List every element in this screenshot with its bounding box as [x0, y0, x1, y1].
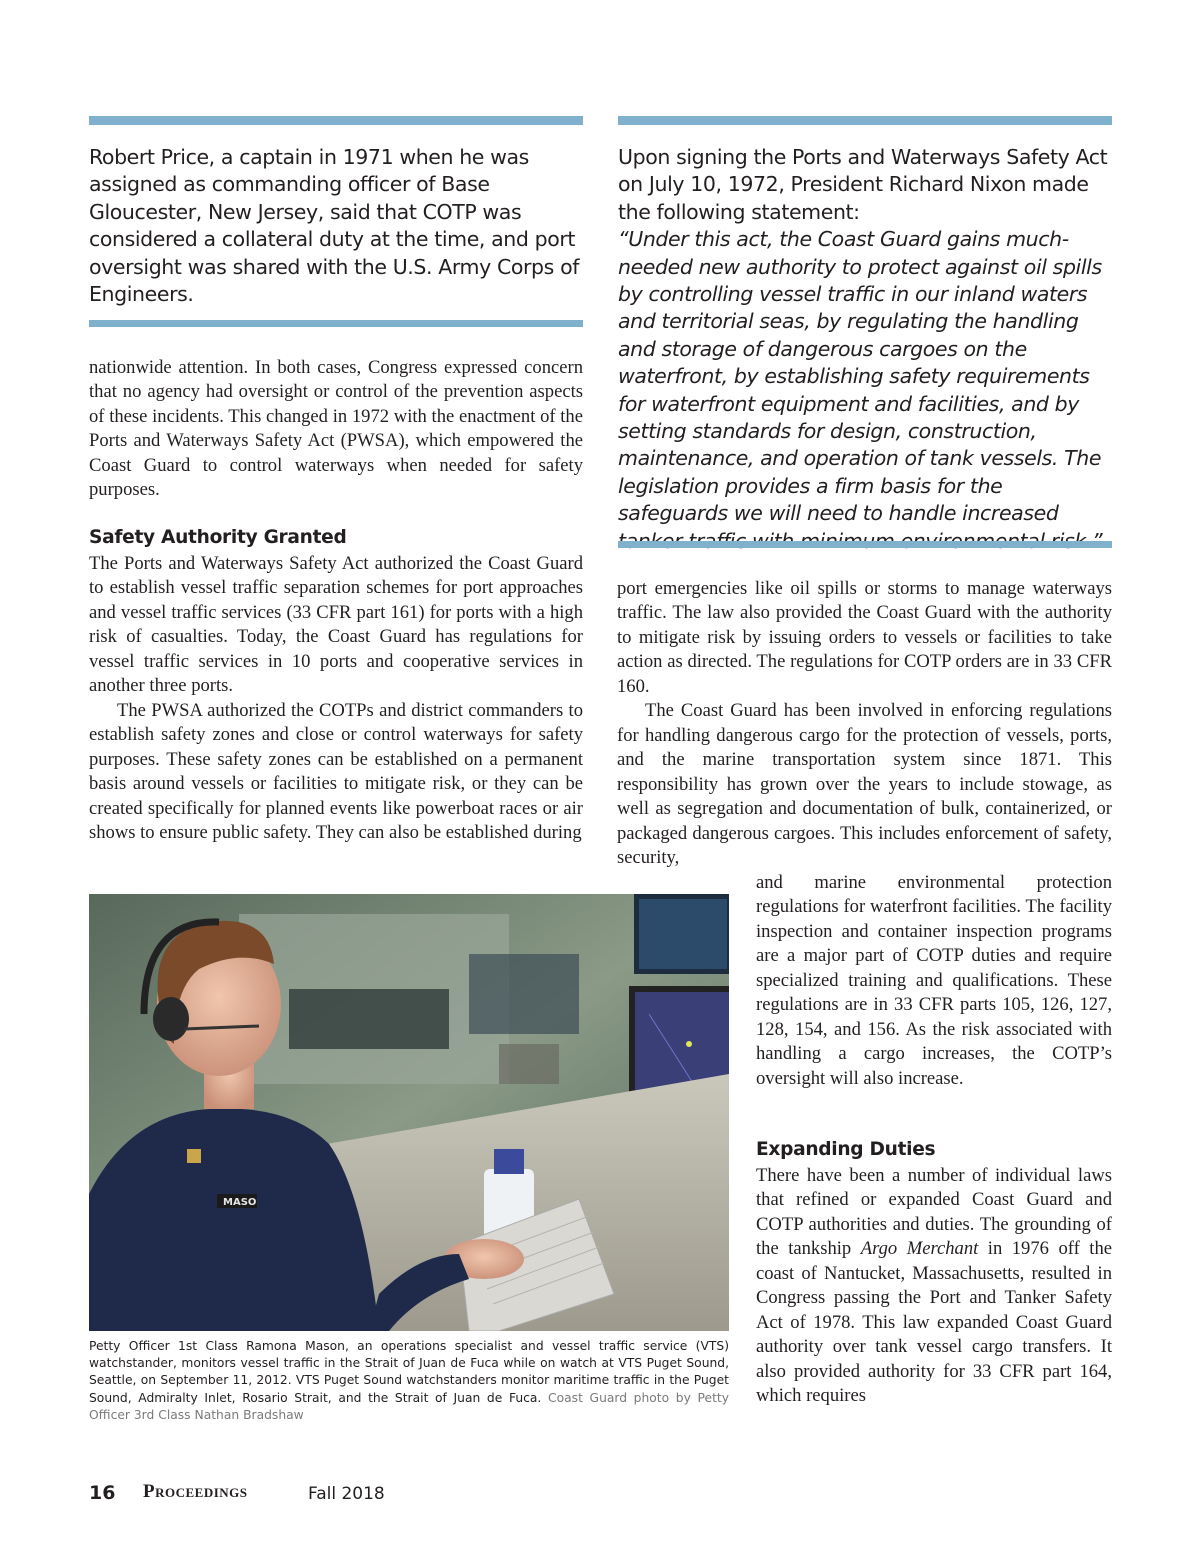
- ship-name: Argo Merchant: [860, 1238, 979, 1260]
- left-safety-section: [89, 552, 583, 845]
- pullquote-left: [89, 144, 583, 308]
- left-intro-paragraph: [89, 356, 583, 503]
- safety-paragraph-2: The PWSA authorized the COTPs and district commanders to establish safety zones and close or control waterways for safety purposes. These safety zones can be established on a permanent basis around vessels or facilities to mitigate risk, or they can be created specifically for planned events like powerboat races or air shows to ensure public safety. They can also be established during: [89, 699, 583, 843]
- pullquote-right-quote: “Under this act, the Coast Guard gains much-needed new authority to protect against oil spills by controlling vessel traffic in our inland waters and territorial seas, by regulating the handling and storage of dangerous cargoes on the waterfront, by establishing safety requirements for waterfront equipment and facilities, and by setting standards for design, construction, maintenance, and operation of tank vessels. The legislation provides a firm basis for the safeguards we will need to handle increased: [618, 227, 1102, 526]
- heading-expanding-duties: Expanding Duties: [756, 1139, 936, 1160]
- page-number: 16: [89, 1482, 116, 1504]
- pullquote-right: [618, 144, 1112, 555]
- safety-paragraph-1: The Ports and Waterways Safety Act authorized the Coast Guard to establish vessel traffic separation schemes for port approaches and vessel traffic services (33 CFR part 161) for ports with a high risk of casualties. Today, the Coast Guard has regulations for vessel traffic services in 10 ports and cooperative services in another three ports.: [89, 553, 583, 697]
- expanding-section: [756, 1164, 1112, 1409]
- expanding-paragraph: [756, 1164, 1112, 1409]
- caption-text: Petty Officer 1st Class Ramona Mason, an operations specialist and vessel traffic service (VTS) watchstander, monitors vessel traffic in the Strait of Juan de Fuca while on watch at VTS Puget Sound, Seattle, on September 11, 2012. VTS Puget Sound watchstanders monitor maritime traffic in the Puget Sound, Admiralty Inlet, Rosario Strait, and the Strait of Juan de Fuca.: [89, 1339, 729, 1405]
- cargo-paragraph-wide: The Coast Guard has been involved in enforcing regulations for handling dangerous cargo for the protection of vessels, ports, and the marine transportation system since 1871. This responsibility has grown over the years to include stowage, as well as segregation and documentation of bulk, containerized, or packaged dangerous cargoes. This includes enforcement of safety, security,: [617, 700, 1112, 868]
- pullquote-left-bottom-rule: [89, 320, 583, 327]
- pullquote-left-top-rule: [89, 116, 583, 125]
- vts-watchstander-photo: [89, 894, 729, 1331]
- expanding-text-pre: There have been a number of individual laws that refined or expanded Coast Guard and COTP authorities and duties. The grounding of the tankship: [756, 1165, 1112, 1260]
- cargo-paragraph-narrow: and marine environmental protection regulations for waterfront facilities. The facility inspection and container inspection programs are a major part of COTP duties and require specialized training and qualifications. These regulations are in 33 CFR parts 105, 126, 127, 128, 154, and 156. As the risk associated with handling a cargo increases, the COTP’s oversight will also increase.: [756, 872, 1112, 1089]
- photo-credit: Coast Guard photo by Petty Officer 3rd Class Nathan Bradshaw: [89, 1390, 729, 1422]
- pullquote-left-text: Robert Price, a captain in 1971 when he was assigned as commanding officer of Base Gloucester, New Jersey, said that COTP was considered a collateral duty at the time, and port oversight was shared with the U.S. Army Corps of Engineers.: [89, 145, 580, 307]
- pullquote-right-top-rule: [618, 116, 1112, 125]
- photo-caption: [89, 1338, 729, 1424]
- issue-label: Fall 2018: [308, 1484, 385, 1504]
- photo-illustration: [89, 894, 729, 1331]
- intro-text: nationwide attention. In both cases, Congress expressed concern that no agency had oversight or control of the prevention aspects of these incidents. This changed in 1972 with the enactment of the Ports and Waterways Safety Act (PWSA), which empowered the Coast Guard to control waterways when needed for safety purposes.: [89, 357, 583, 501]
- heading-safety-authority: Safety Authority Granted: [89, 527, 347, 548]
- publication-name: Proceedings: [143, 1481, 248, 1502]
- name-tape: MASO: [223, 1197, 257, 1208]
- right-top-section: [617, 577, 1112, 870]
- right-narrow-section: [756, 871, 1112, 1091]
- pullquote-right-bottom-rule: [618, 541, 1112, 548]
- expanding-text-post: in 1976 off the coast of Nantucket, Massachusetts, resulted in Congress passing the Port and Tanker Safety Act of 1978. This law expanded Coast Guard authority over tank vessel cargo transfers. It also provided authority for 33 CFR part 164, which requires: [756, 1238, 1112, 1407]
- right-continuation-paragraph: port emergencies like oil spills or storms to manage waterways traffic. The law also provided the Coast Guard with the authority to mitigate risk by issuing orders to vessels or facilities to take action as directed. The regulations for COTP orders are in 33 CFR 160.: [617, 578, 1112, 697]
- pullquote-right-intro: Upon signing the Ports and Waterways Safety Act on July 10, 1972, President Richard Nixon made the following statement:: [618, 145, 1108, 224]
